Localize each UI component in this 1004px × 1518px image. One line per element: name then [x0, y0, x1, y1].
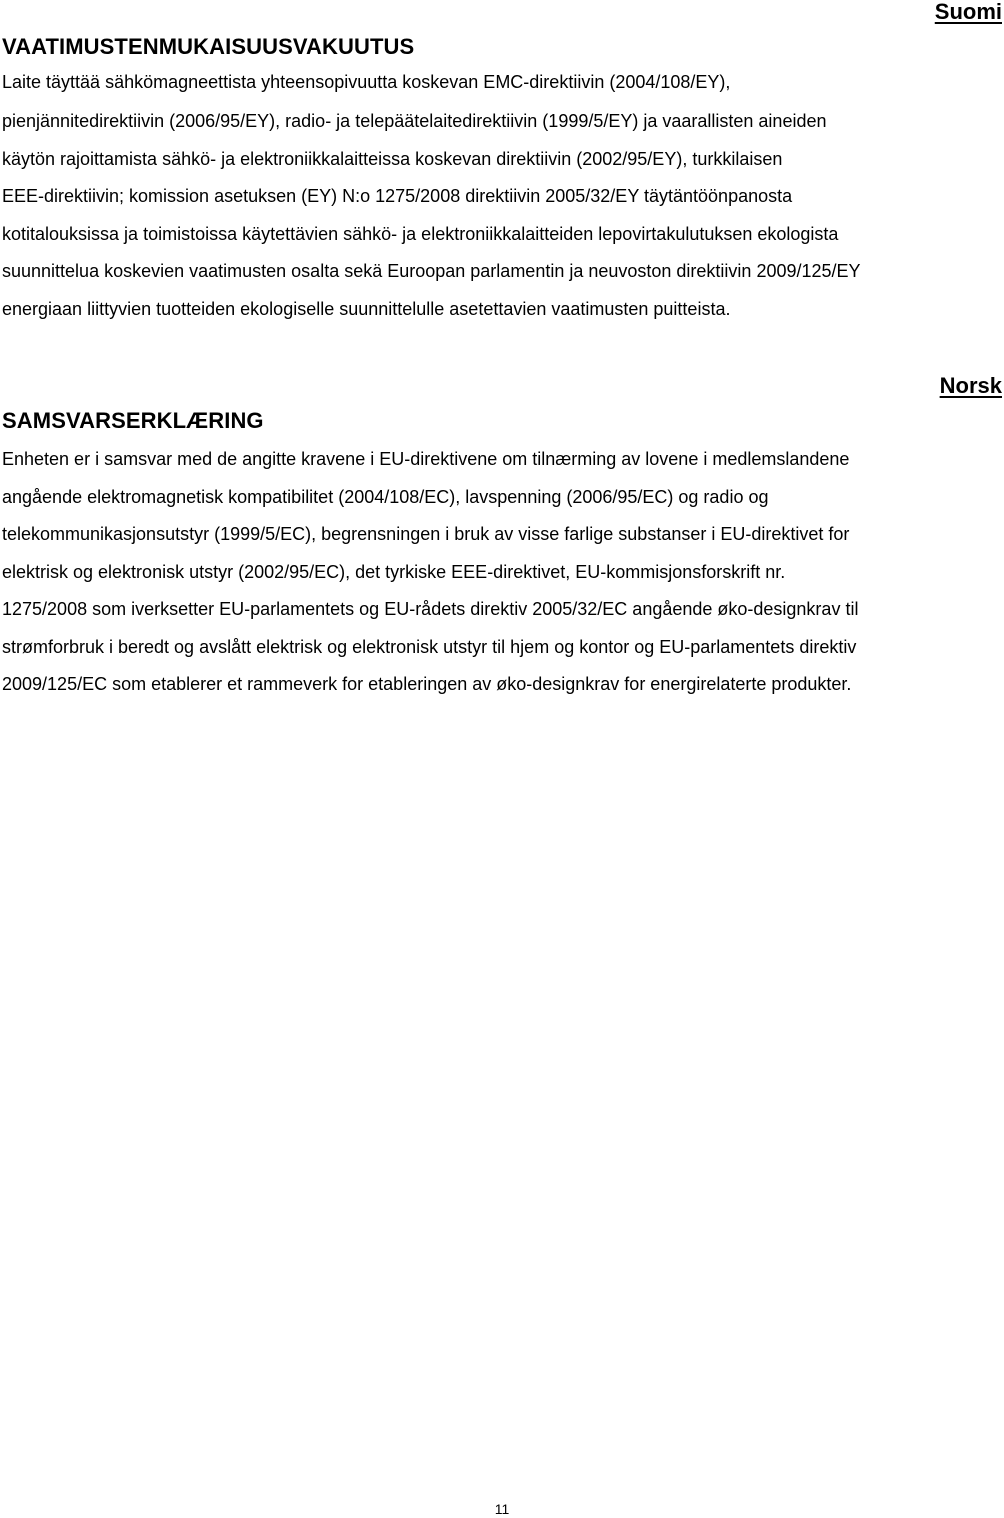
- paragraph-line: 1275/2008 som iverksetter EU-parlamentets og EU-rådets direktiv 2005/32/EC angående øko-designkrav til: [2, 599, 859, 619]
- paragraph-line: suunnittelua koskevien vaatimusten osalta sekä Euroopan parlamentin ja neuvoston direktiivin 2009/125/EY: [2, 261, 861, 281]
- paragraph-line: elektrisk og elektronisk utstyr (2002/95/EC), det tyrkiske EEE-direktivet, EU-kommisjonsforskrift nr.: [2, 562, 786, 582]
- paragraph-line: Enheten er i samsvar med de angitte kravene i EU-direktivene om tilnærming av lovene i medlemslandene: [2, 449, 850, 469]
- language-label-norsk: Norsk: [939, 373, 1002, 398]
- paragraph-line: käytön rajoittamista sähkö- ja elektroniikkalaitteissa koskevan direktiivin (2002/95/EY), turkkilaisen: [2, 149, 783, 169]
- paragraph-line: strømforbruk i beredt og avslått elektrisk og elektronisk utstyr til hjem og kontor og EU-parlamentets direktiv: [2, 637, 857, 657]
- paragraph-line: angående elektromagnetisk kompatibilitet (2004/108/EC), lavspenning (2006/95/EC) og radio og: [2, 487, 769, 507]
- language-label-suomi: Suomi: [934, 0, 1002, 24]
- page-number: 11: [494, 1501, 510, 1517]
- paragraph-line: 2009/125/EC som etablerer et rammeverk for etableringen av øko-designkrav for energirelaterte produkter.: [2, 674, 852, 694]
- paragraph-line: energiaan liittyvien tuotteiden ekologiselle suunnittelulle asetettavien vaatimusten puitteista.: [2, 299, 731, 319]
- paragraph-line: kotitalouksissa ja toimistoissa käytettävien sähkö- ja elektroniikkalaitteiden lepovirtakulutuksen ekologista: [2, 224, 839, 244]
- section-title-suomi: VAATIMUSTENMUKAISUUSVAKUUTUS: [2, 34, 415, 59]
- paragraph-line: EEE-direktiivin; komission asetuksen (EY) N:o 1275/2008 direktiivin 2005/32/EY täytäntöönpanosta: [2, 186, 793, 206]
- paragraph-line: pienjännitedirektiivin (2006/95/EY), radio- ja telepäätelaitedirektiivin (1999/5/EY) ja vaarallisten aineiden: [2, 111, 827, 131]
- paragraph-line: telekommunikasjonsutstyr (1999/5/EC), begrensningen i bruk av visse farlige substanser i EU-direktivet for: [2, 524, 850, 544]
- section-title-norsk: SAMSVARSERKLÆRING: [2, 408, 264, 433]
- paragraph-line: Laite täyttää sähkömagneettista yhteensopivuutta koskevan EMC-direktiivin (2004/108/EY),: [2, 72, 731, 92]
